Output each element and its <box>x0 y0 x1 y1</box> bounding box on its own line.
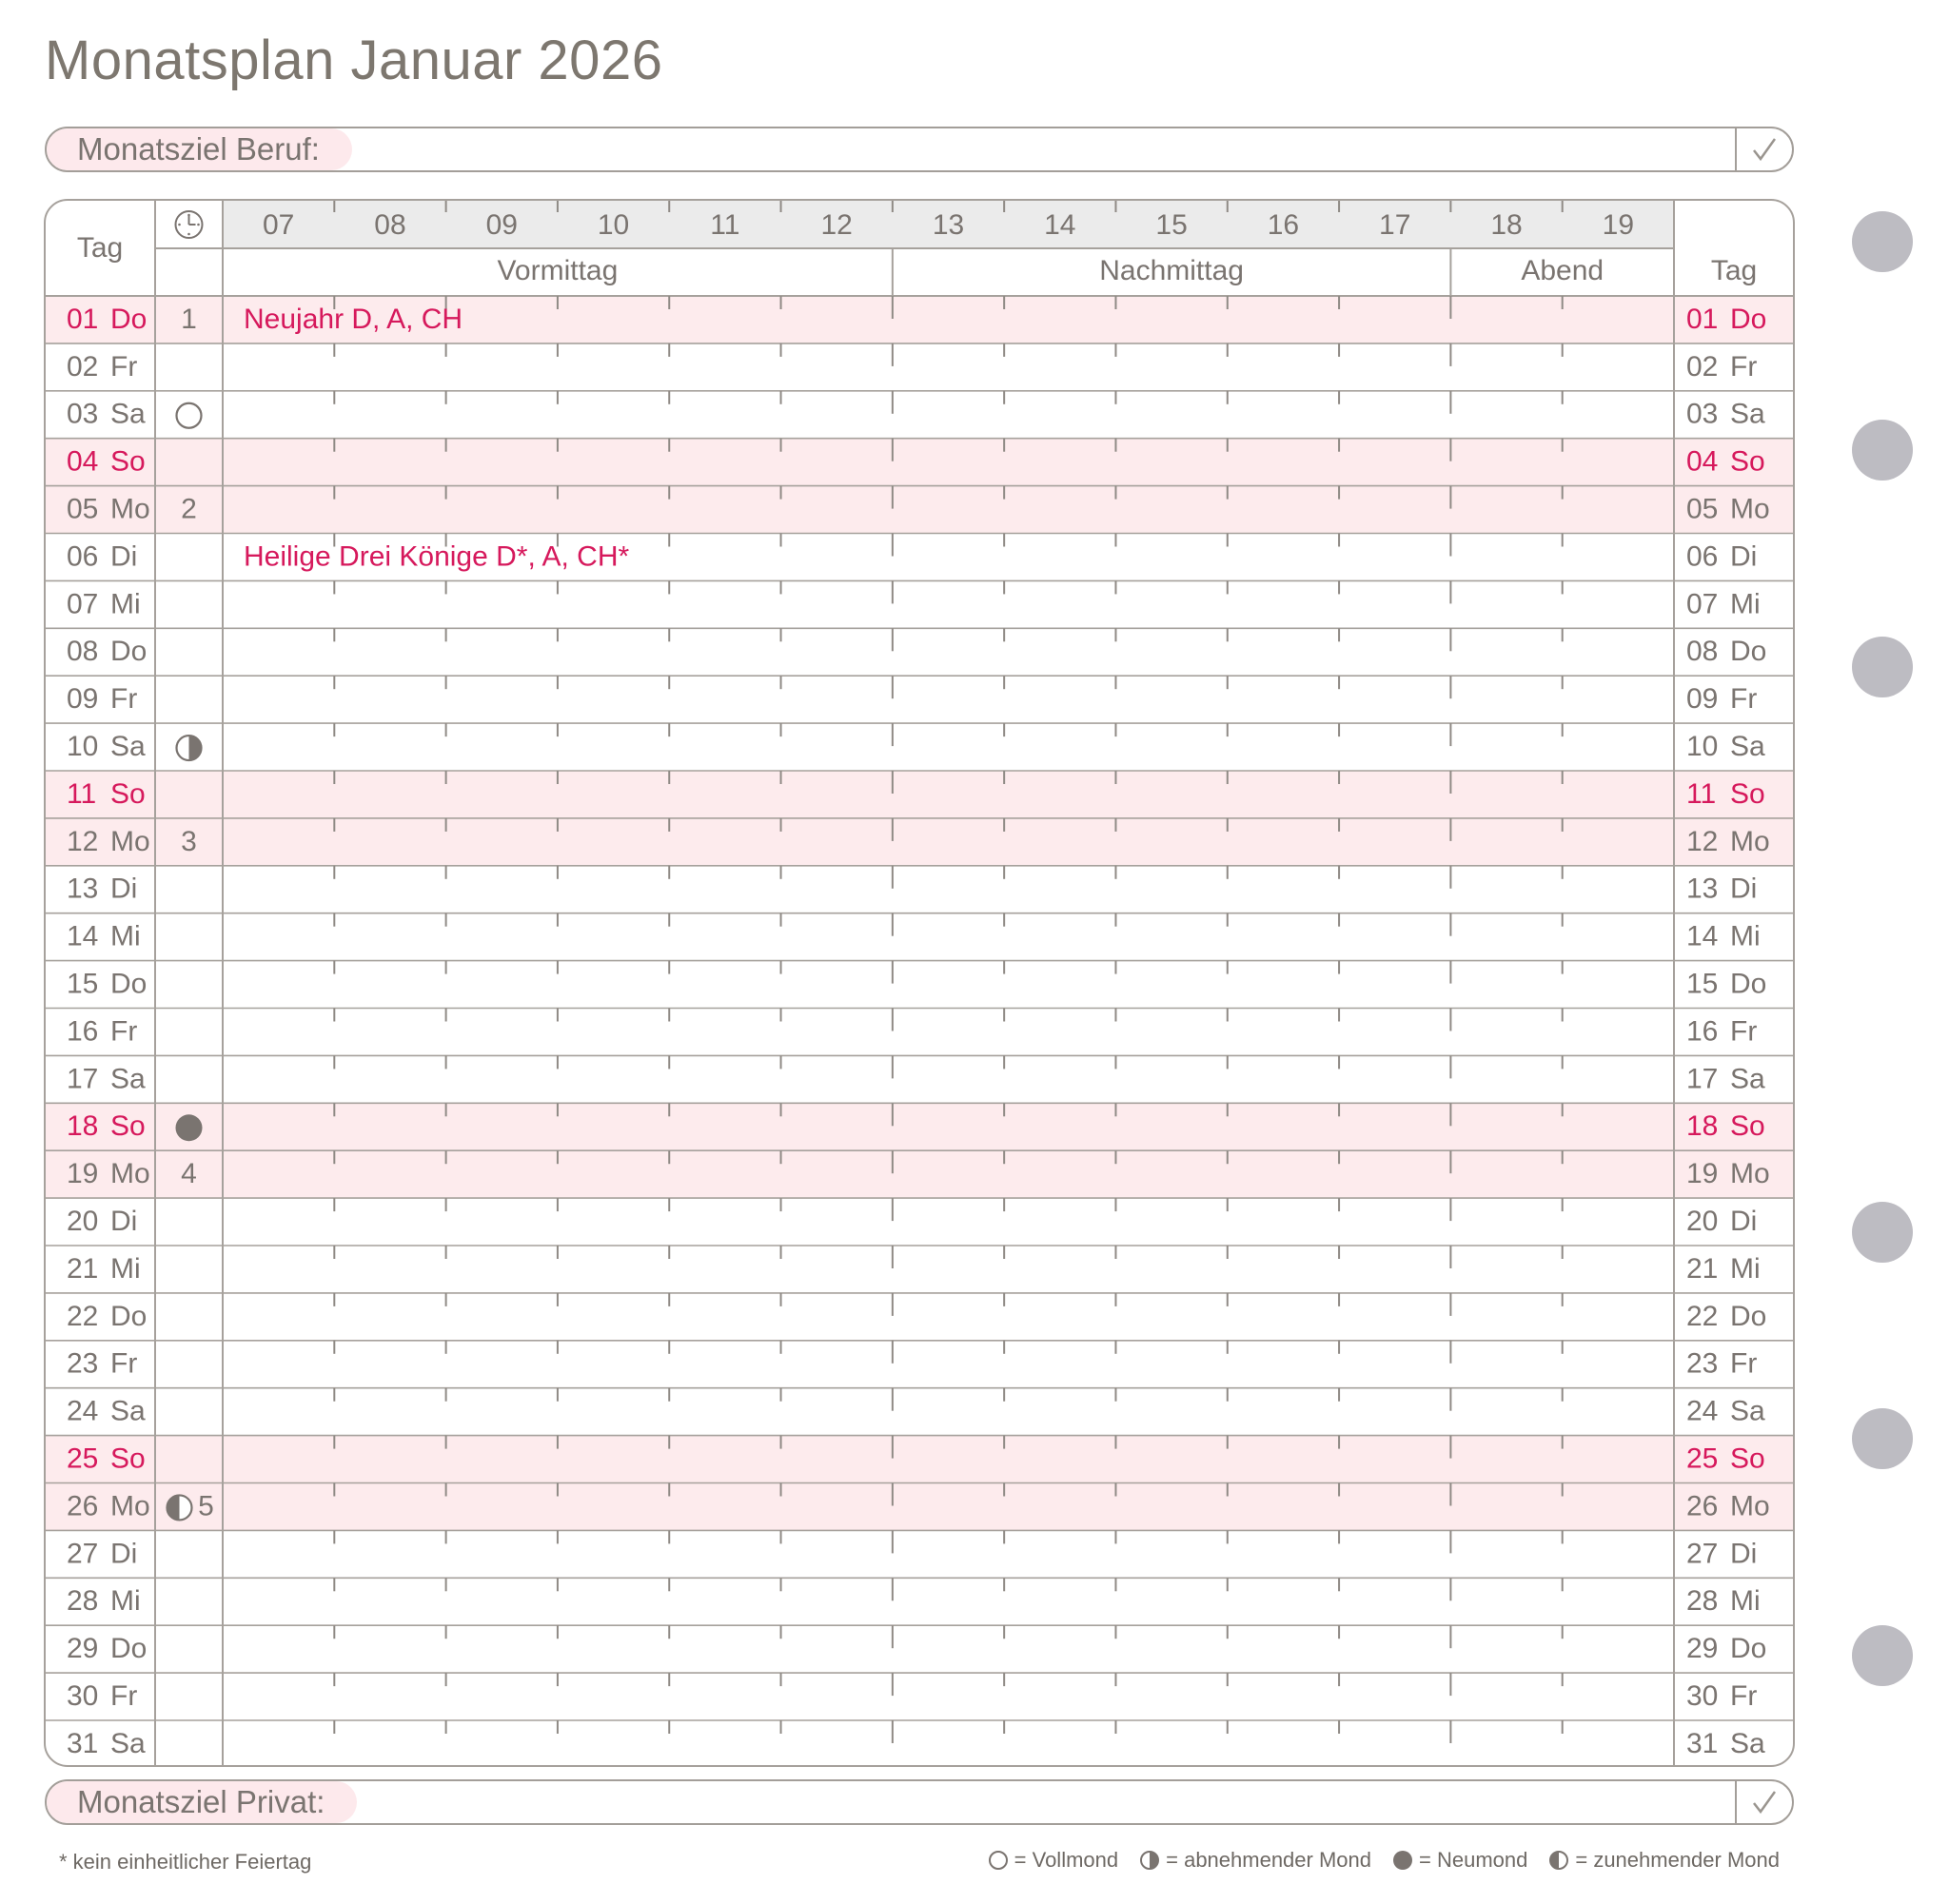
day-weekday: Mi <box>110 1585 141 1618</box>
day-number-right: 28 <box>1686 1585 1719 1618</box>
day-weekday-right: Do <box>1730 636 1767 668</box>
clock-icon-dot <box>187 214 190 217</box>
day-weekday-right: Fr <box>1730 350 1758 383</box>
day-weekday-right: Sa <box>1730 398 1765 430</box>
day-weekday: So <box>110 445 146 478</box>
day-weekday-right: Do <box>1730 968 1767 1000</box>
hour-label: 07 <box>262 208 295 241</box>
day-weekday: Fr <box>110 1679 138 1712</box>
holiday-event: Neujahr D, A, CH <box>244 303 463 335</box>
day-number: 01 <box>67 303 99 335</box>
day-number-right: 16 <box>1686 1015 1719 1048</box>
day-weekday-right: Mi <box>1730 588 1761 620</box>
holiday-event: Heilige Drei Könige D*, A, CH* <box>244 540 630 573</box>
holiday-row-bg <box>45 1436 1794 1483</box>
week-number: 5 <box>198 1490 214 1522</box>
punch-hole <box>1852 420 1913 481</box>
holiday-row-bg <box>45 439 1794 486</box>
goal-privat-label: Monatsziel Privat: <box>47 1781 357 1823</box>
day-weekday-right: So <box>1730 1443 1765 1475</box>
day-weekday: Mo <box>110 493 150 525</box>
day-number-right: 15 <box>1686 968 1719 1000</box>
legend-label: = Vollmond <box>1014 1848 1119 1872</box>
day-number: 23 <box>67 1347 99 1380</box>
day-number-right: 03 <box>1686 398 1719 430</box>
day-number-right: 11 <box>1686 777 1717 810</box>
day-weekday-right: Di <box>1730 873 1758 905</box>
hour-label: 19 <box>1602 208 1635 241</box>
full-moon-icon <box>177 403 202 428</box>
day-weekday: Mi <box>110 920 141 952</box>
hour-label: 12 <box>820 208 853 241</box>
holiday-row-bg <box>45 818 1794 866</box>
day-number-right: 12 <box>1686 825 1719 857</box>
day-weekday-right: Mo <box>1730 1490 1770 1522</box>
legend-label: = zunehmender Mond <box>1575 1848 1780 1872</box>
day-number: 10 <box>67 730 99 762</box>
day-number: 16 <box>67 1015 99 1048</box>
day-number: 25 <box>67 1443 99 1475</box>
day-weekday-right: Mo <box>1730 1158 1770 1190</box>
day-weekday-right: So <box>1730 445 1765 478</box>
day-number: 09 <box>67 683 99 716</box>
legend-item <box>1392 1848 1527 1873</box>
day-weekday: Mi <box>110 588 141 620</box>
day-number-right: 02 <box>1686 350 1719 383</box>
day-number-right: 01 <box>1686 303 1719 335</box>
legend-label: = Neumond <box>1419 1848 1528 1872</box>
day-weekday: Fr <box>110 1347 138 1380</box>
day-weekday-right: Fr <box>1730 1347 1758 1380</box>
tag-header-left: Tag <box>76 231 124 264</box>
day-number: 15 <box>67 968 99 1000</box>
goal-privat-field[interactable] <box>45 1779 1794 1825</box>
holiday-row-bg <box>45 486 1794 534</box>
holiday-row-bg <box>45 1483 1794 1531</box>
day-number-right: 09 <box>1686 683 1719 716</box>
day-number-right: 18 <box>1686 1110 1719 1143</box>
day-number-right: 24 <box>1686 1395 1719 1427</box>
day-weekday: Di <box>110 540 138 573</box>
day-number-right: 25 <box>1686 1443 1719 1475</box>
day-number-right: 27 <box>1686 1538 1719 1570</box>
day-weekday: Sa <box>110 398 146 430</box>
day-number-right: 10 <box>1686 730 1719 762</box>
day-number: 02 <box>67 350 99 383</box>
legend-item <box>1139 1848 1371 1873</box>
day-weekday-right: Mo <box>1730 825 1770 857</box>
day-number: 24 <box>67 1395 99 1427</box>
day-number: 11 <box>67 777 97 810</box>
day-number: 04 <box>67 445 99 478</box>
section-label: Vormittag <box>497 254 619 286</box>
moon-legend <box>988 1848 1780 1873</box>
holiday-row-bg <box>45 1103 1794 1150</box>
day-weekday-right: Fr <box>1730 683 1758 716</box>
day-number-right: 20 <box>1686 1205 1719 1237</box>
day-weekday: Mo <box>110 825 150 857</box>
punch-hole <box>1852 211 1913 272</box>
full-moon-icon <box>988 1850 1009 1871</box>
day-weekday-right: So <box>1730 777 1765 810</box>
day-number: 13 <box>67 873 99 905</box>
day-number: 08 <box>67 636 99 668</box>
day-weekday: Sa <box>110 1727 146 1759</box>
day-weekday: So <box>110 1110 146 1143</box>
day-number: 12 <box>67 825 99 857</box>
hour-label: 17 <box>1379 208 1411 241</box>
day-weekday-right: Di <box>1730 540 1758 573</box>
day-weekday: Fr <box>110 683 138 716</box>
week-number: 3 <box>181 825 197 857</box>
new-moon-icon <box>176 1114 203 1141</box>
footnote: * kein einheitlicher Feiertag <box>59 1850 312 1874</box>
day-weekday: Di <box>110 873 138 905</box>
day-number: 20 <box>67 1205 99 1237</box>
hour-label: 13 <box>932 208 965 241</box>
day-number-right: 31 <box>1686 1727 1719 1759</box>
legend-label: = abnehmender Mond <box>1166 1848 1371 1872</box>
day-weekday: Mi <box>110 1252 141 1285</box>
day-number-right: 04 <box>1686 445 1719 478</box>
hour-label: 10 <box>597 208 630 241</box>
day-weekday: Do <box>110 303 148 335</box>
hour-label: 14 <box>1044 208 1076 241</box>
new-moon-icon <box>1392 1850 1413 1871</box>
day-weekday-right: Di <box>1730 1538 1758 1570</box>
day-weekday: Sa <box>110 730 146 762</box>
day-number-right: 05 <box>1686 493 1719 525</box>
punch-hole <box>1852 1202 1913 1263</box>
goal-beruf-label: Monatsziel Beruf: <box>47 128 352 170</box>
day-weekday: Fr <box>110 1015 138 1048</box>
hour-label: 15 <box>1155 208 1188 241</box>
day-weekday-right: Mo <box>1730 493 1770 525</box>
day-weekday: Di <box>110 1205 138 1237</box>
day-weekday-right: Sa <box>1730 1727 1765 1759</box>
day-weekday-right: Fr <box>1730 1015 1758 1048</box>
day-number: 31 <box>67 1727 99 1759</box>
day-number: 07 <box>67 588 99 620</box>
day-number-right: 21 <box>1686 1252 1719 1285</box>
day-number-right: 13 <box>1686 873 1719 905</box>
waning-moon-icon <box>1139 1850 1160 1871</box>
day-number: 28 <box>67 1585 99 1618</box>
day-number-right: 14 <box>1686 920 1719 952</box>
day-number: 30 <box>67 1679 99 1712</box>
week-number: 2 <box>181 493 197 525</box>
day-weekday-right: Sa <box>1730 1395 1765 1427</box>
day-number: 14 <box>67 920 99 952</box>
day-number-right: 23 <box>1686 1347 1719 1380</box>
day-number: 17 <box>67 1063 99 1095</box>
day-number: 19 <box>67 1158 99 1190</box>
waning-moon-icon-shade <box>189 736 202 760</box>
hour-label: 11 <box>710 208 740 241</box>
page-title: Monatsplan Januar 2026 <box>45 29 663 91</box>
holiday-row-bg <box>45 771 1794 818</box>
day-weekday: Sa <box>110 1395 146 1427</box>
day-weekday-right: Sa <box>1730 730 1765 762</box>
day-number: 18 <box>67 1110 99 1143</box>
day-number-right: 08 <box>1686 636 1719 668</box>
day-number-right: 17 <box>1686 1063 1719 1095</box>
clock-icon-dot <box>197 224 200 226</box>
day-weekday-right: Sa <box>1730 1063 1765 1095</box>
day-weekday-right: Mi <box>1730 920 1761 952</box>
day-weekday: Do <box>110 636 148 668</box>
section-label: Nachmittag <box>1099 254 1244 286</box>
day-number-right: 06 <box>1686 540 1719 573</box>
day-weekday: Do <box>110 1300 148 1332</box>
day-weekday-right: Di <box>1730 1205 1758 1237</box>
day-weekday-right: Mi <box>1730 1252 1761 1285</box>
waxing-moon-icon <box>1548 1850 1569 1871</box>
clock-icon-dot <box>187 233 190 236</box>
day-number: 06 <box>67 540 99 573</box>
day-number: 21 <box>67 1252 99 1285</box>
day-number-right: 22 <box>1686 1300 1719 1332</box>
day-number-right: 19 <box>1686 1158 1719 1190</box>
day-weekday: So <box>110 1443 146 1475</box>
day-weekday: Fr <box>110 350 138 383</box>
day-weekday-right: Mi <box>1730 1585 1761 1618</box>
day-weekday: Do <box>110 968 148 1000</box>
clock-icon-dot <box>178 224 181 226</box>
day-number-right: 26 <box>1686 1490 1719 1522</box>
day-weekday: Di <box>110 1538 138 1570</box>
hour-label: 08 <box>374 208 406 241</box>
holiday-row-bg <box>45 1150 1794 1198</box>
day-weekday-right: Do <box>1730 1300 1767 1332</box>
day-weekday: So <box>110 777 146 810</box>
hour-label: 09 <box>485 208 518 241</box>
tag-header-right: Tag <box>1710 254 1758 286</box>
day-weekday-right: Do <box>1730 303 1767 335</box>
week-number: 1 <box>181 303 197 335</box>
day-weekday: Sa <box>110 1063 146 1095</box>
day-number-right: 07 <box>1686 588 1719 620</box>
punch-hole <box>1852 1625 1913 1686</box>
hour-label: 18 <box>1490 208 1523 241</box>
punch-hole <box>1852 1408 1913 1469</box>
punch-hole <box>1852 637 1913 697</box>
day-number: 29 <box>67 1633 99 1665</box>
day-number: 27 <box>67 1538 99 1570</box>
day-number: 03 <box>67 398 99 430</box>
day-weekday-right: So <box>1730 1110 1765 1143</box>
week-number: 4 <box>181 1158 197 1190</box>
goal-privat-check[interactable] <box>1735 1781 1792 1823</box>
day-number-right: 29 <box>1686 1633 1719 1665</box>
day-weekday-right: Do <box>1730 1633 1767 1665</box>
section-label: Abend <box>1521 254 1604 286</box>
legend-item <box>988 1848 1118 1873</box>
day-number-right: 30 <box>1686 1679 1719 1712</box>
day-weekday-right: Fr <box>1730 1679 1758 1712</box>
hour-label: 16 <box>1267 208 1300 241</box>
day-number: 22 <box>67 1300 99 1332</box>
checkmark-icon <box>1750 1788 1779 1816</box>
day-weekday: Do <box>110 1633 148 1665</box>
day-number: 26 <box>67 1490 99 1522</box>
day-weekday: Mo <box>110 1490 150 1522</box>
legend-item <box>1548 1848 1780 1873</box>
day-number: 05 <box>67 493 99 525</box>
day-weekday: Mo <box>110 1158 150 1190</box>
